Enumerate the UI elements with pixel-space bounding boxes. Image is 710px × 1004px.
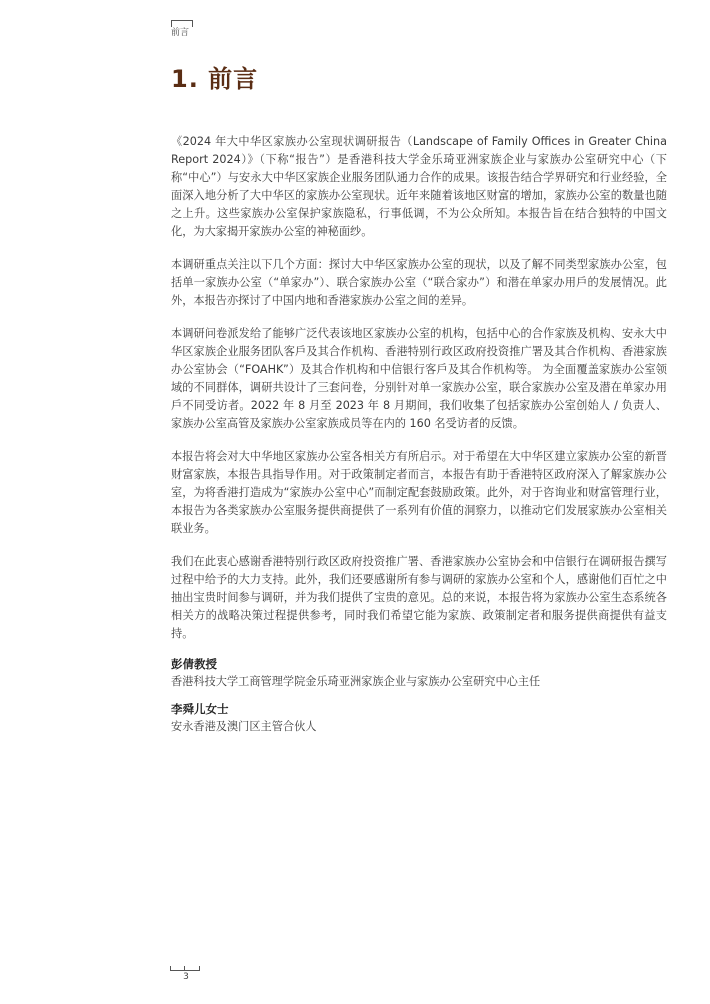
footer-bracket-mark [170, 966, 200, 971]
body-text [171, 133, 667, 745]
signatory-2 [171, 700, 667, 736]
paragraph-5: 我们在此衷心感谢香港特别行政区政府投资推广署、香港家族办公室协会和中信银行在调研报告撰写过程中给予的大力支持。此外，我们还要感谢所有参与调研的家族办公室和个人，感谢他们百忙之中抽出宝贵时间参与调研，并为我们提供了宝贵的意见。总的来说，本报告将为家族办公室生态系统各相关方的战略决策过程提供参考，同时我们希望它能为家族、政策制定者和服务提供商提供有益支持。 [171, 555, 667, 640]
running-header-section-label: 前言 [171, 28, 190, 38]
signatory-title: 安永香港及澳门区主管合伙人 [171, 720, 317, 733]
chapter-title: 1. 前言 [171, 65, 259, 93]
paragraph-3: 本调研问卷派发给了能够广泛代表该地区家族办公室的机构，包括中心的合作家族及机构、安永大中华区家族企业服务团队客戶及其合作机构、香港特别行政区政府投资推广署及其合作机构、香港家族办公室协会（“FOAHK”）及其合作机构和中信银行客戶及其合作机构等。 为全面覆盖家族办公室领域的不同群体，调研共设计了三套问卷，分别针对单一家族办公室，联合家族办公室及潜在单家办用戶不同受访者。2022 年 8 月至 2023 年 8 月期间，我们收集了包括家族办公室创始人 / 负责人、家族办公室高管及家族办公室家族成员等在内的 160 名受访者的反馈。 [171, 327, 667, 430]
page-number: 3 [183, 972, 189, 982]
signatory-name: 彭倩教授 [171, 657, 217, 671]
signatory-title: 香港科技大学工商管理学院金乐琦亚洲家族企业与家族办公室研究中心主任 [171, 675, 541, 688]
signatory-1 [171, 655, 667, 691]
footer-tick-mark [184, 966, 185, 971]
paragraph-4: 本报告将会对大中华地区家族办公室各相关方有所启示。对于希望在大中华区建立家族办公室的新晋财富家族，本报告具指导作用。对于政策制定者而言，本报告有助于香港特区政府深入了解家族办公室，为将香港打造成为“家族办公室中心”而制定配套鼓励政策。此外，对于咨询业和财富管理行业，本报告为各类家族办公室服务提供商提供了一系列有价值的洞察力，以推动它们发展家族办公室相关联业务。 [171, 450, 667, 535]
paragraph-1: 《2024 年大中华区家族办公室现状调研报告（Landscape of Family Offices in Greater China Report 2024）》（下称“报告”）是香港科技大学金乐琦亚洲家族企业与家族办公室研究中心（下称“中心”）与安永大中华区家族企业服务团队通力合作的成果。该报告结合学界研究和行业经验，全面深入地分析了大中华区的家族办公室现状。近年来随着该地区财富的增加，家族办公室的数量也随之上升。这些家族办公室保护家族隐私，行事低调，不为公众所知。本报告旨在结合独特的中国文化，为大家揭开家族办公室的神秘面纱。 [171, 135, 667, 238]
signatory-name: 李舜儿女士 [171, 702, 229, 716]
paragraph-2: 本调研重点关注以下几个方面：探讨大中华区家族办公室的现状，以及了解不同类型家族办公室，包括单一家族办公室（“单家办”）、联合家族办公室（“联合家办”）和潜在单家办用戶的发展情况。此外，本报告亦探讨了中国内地和香港家族办公室之间的差异。 [171, 258, 667, 307]
header-bracket-mark [171, 20, 193, 27]
